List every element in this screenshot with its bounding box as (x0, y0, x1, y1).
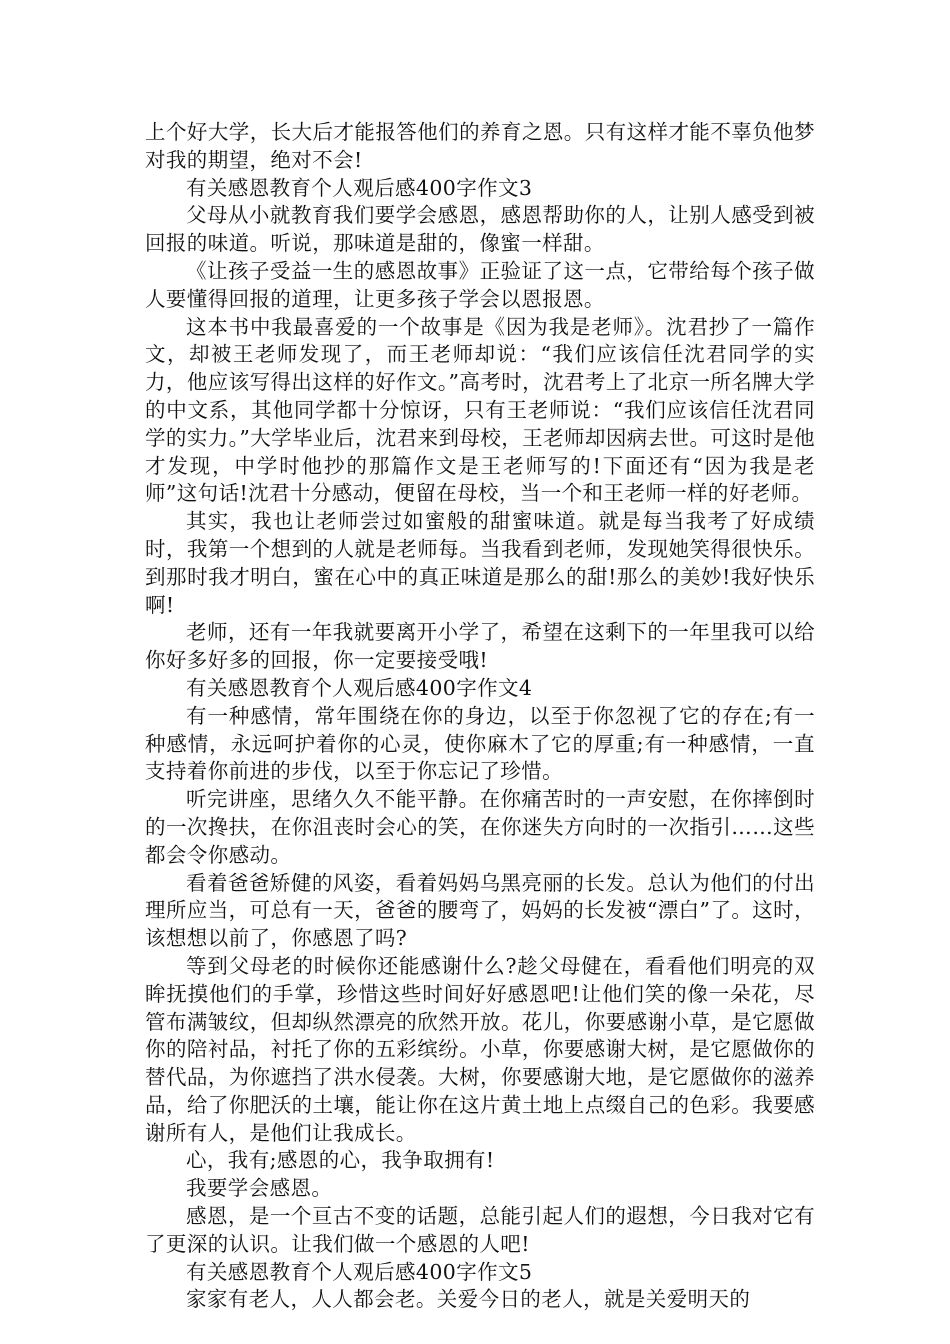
section-heading-5: 有关感恩教育个人观后感400字作文5 (186, 1259, 533, 1284)
paragraph: 老师，还有一年我就要离开小学了，希望在这剩下的一年里我可以给你好多好多的回报，你一定要接受哦! (145, 620, 815, 673)
paragraph: 父母从小就教育我们要学会感恩，感恩帮助你的人，让别人感受到被回报的味道。听说，那味道是甜的，像蜜一样甜。 (145, 203, 815, 256)
section-heading-3: 有关感恩教育个人观后感400字作文3 (186, 175, 533, 200)
paragraph: 看着爸爸矫健的风姿，看着妈妈乌黑亮丽的长发。总认为他们的付出理所应当，可总有一天，爸爸的腰弯了，妈妈的长发被“漂白”了。这时，该想想以前了，你感恩了吗? (145, 870, 815, 951)
section-heading-4: 有关感恩教育个人观后感400字作文4 (186, 675, 533, 700)
paragraph: 家家有老人，人人都会老。关爱今日的老人，就是关爱明天的 (186, 1287, 751, 1312)
paragraph: 我要学会感恩。 (186, 1176, 333, 1201)
paragraph: 这本书中我最喜爱的一个故事是《因为我是老师》。沈君抄了一篇作文，却被王老师发现了，而王老师却说：“我们应该信任沈君同学的实力，他应该写得出这样的好作文。”高考时，沈君考上了北京一所名牌大学的中文系，其他同学都十分惊讶，只有王老师说：“我们应该信任沈君同学的实力。”大学毕业后，沈君来到母校，王老师却因病去世。可这时是他才发现，中学时他抄的那篇作文是王老师写的!下面还有“因为我是老师”这句话!沈君十分感动，便留在母校，当一个和王老师一样的好老师。 (145, 314, 815, 506)
paragraph: 《让孩子受益一生的感恩故事》正验证了这一点，它带给每个孩子做人要懂得回报的道理，让更多孩子学会以恩报恩。 (145, 258, 815, 311)
paragraph: 等到父母老的时候你还能感谢什么?趁父母健在，看看他们明亮的双眸抚摸他们的手掌，珍惜这些时间好好感恩吧!让他们笑的像一朵花，尽管布满皱纹，但却纵然漂亮的欣然开放。花儿，你要感谢小草，是它愿做你的陪衬品，衬托了你的五彩缤纷。小草，你要感谢大树，是它愿做你的替代品，为你遮挡了洪水侵袭。大树，你要感谢大地，是它愿做你的滋养品，给了你肥沃的土壤，能让你在这片黄土地上点缀自己的色彩。我要感谢所有人，是他们让我成长。 (145, 953, 815, 1145)
paragraph: 有一种感情，常年围绕在你的身边，以至于你忽视了它的存在;有一种感情，永远呵护着你的心灵，使你麻木了它的厚重;有一种感情，一直支持着你前进的步伐，以至于你忘记了珍惜。 (145, 703, 815, 784)
paragraph: 听完讲座，思绪久久不能平静。在你痛苦时的一声安慰，在你摔倒时的一次搀扶，在你沮丧时会心的笑，在你迷失方向时的一次指引……这些都会令你感动。 (145, 787, 815, 867)
document-body (145, 119, 815, 1314)
paragraph: 其实，我也让老师尝过如蜜般的甜蜜味道。就是每当我考了好成绩时，我第一个想到的人就是老师每。当我看到老师，发现她笑得很快乐。到那时我才明白，蜜在心中的真正味道是那么的甜!那么的美妙!我好快乐啊! (145, 509, 815, 617)
paragraph-continuation: 上个好大学，长大后才能报答他们的养育之恩。只有这样才能不辜负他梦对我的期望，绝对不会! (145, 120, 815, 172)
paragraph: 心，我有;感恩的心，我争取拥有! (186, 1148, 495, 1173)
paragraph: 感恩，是一个亘古不变的话题，总能引起人们的遐想，今日我对它有了更深的认识。让我们做一个感恩的人吧! (145, 1204, 815, 1256)
